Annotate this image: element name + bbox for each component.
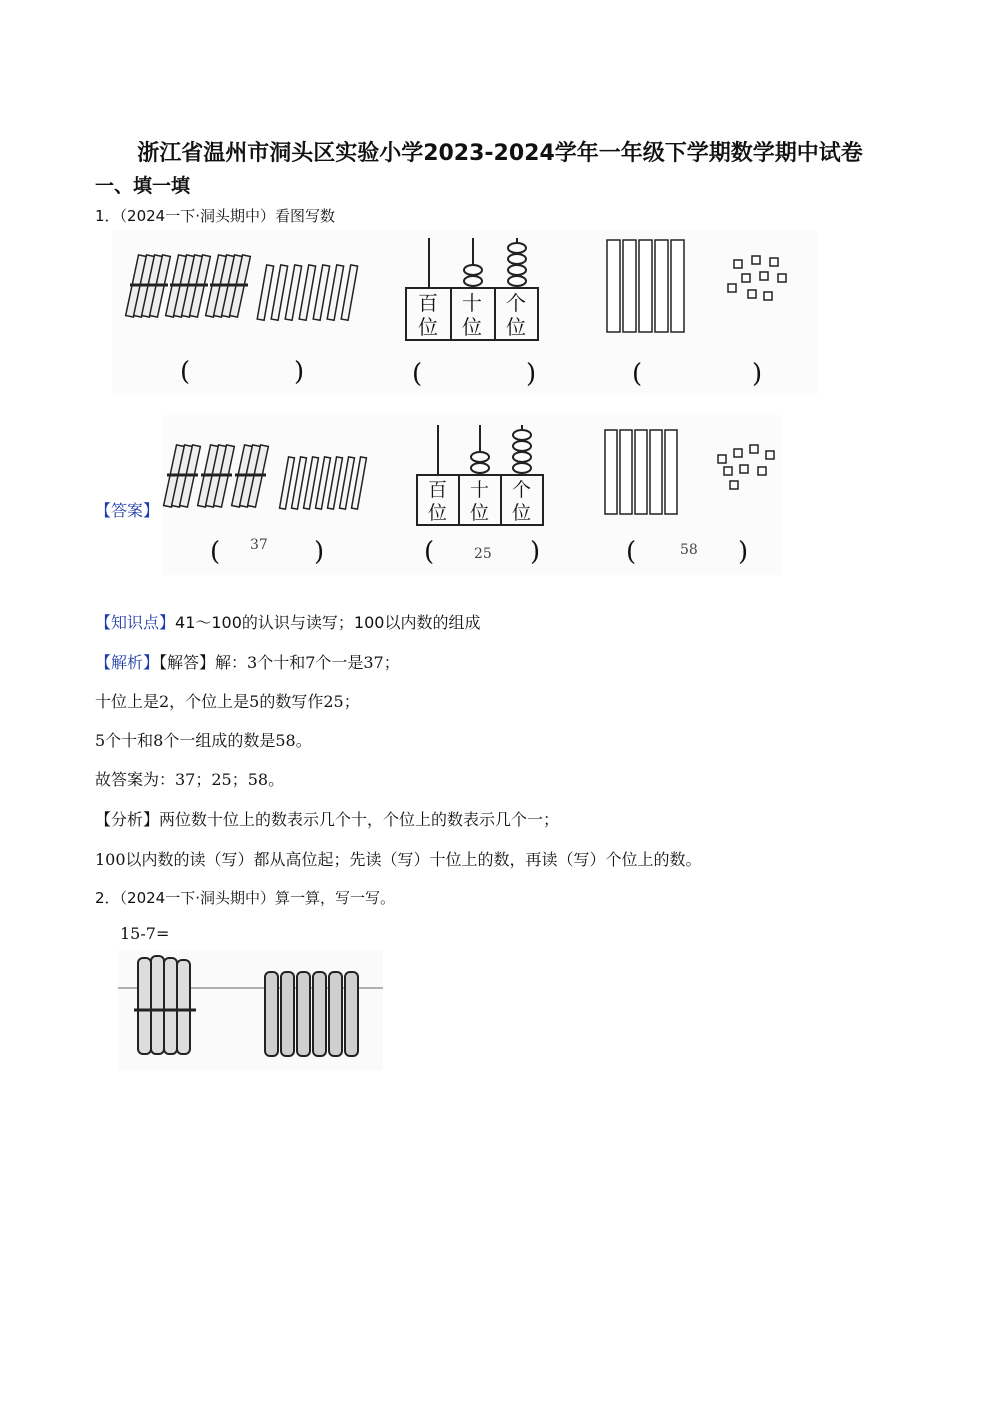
answer-tag: 【答案】 bbox=[95, 501, 160, 520]
analysis-line-5: 【分析】两位数十位上的数表示几个十，个位上的数表示几个一； bbox=[95, 810, 560, 829]
abacus-label-hundreds-1: 百 bbox=[428, 479, 448, 501]
question-1-stem: 1．（2024一下·洞头期中）看图写数 bbox=[95, 207, 335, 225]
equation: 15-7= bbox=[120, 924, 170, 943]
question-1-figure bbox=[112, 230, 817, 395]
tens-beads bbox=[464, 265, 482, 286]
stick-bundle bbox=[126, 255, 171, 317]
paren-open: ( bbox=[626, 537, 637, 567]
page-title: 浙江省温州市洞头区实验小学2023-2024学年一年级下学期数学期中试卷 bbox=[137, 141, 863, 166]
stick-bundle bbox=[198, 445, 235, 507]
loose-sticks bbox=[280, 457, 367, 509]
question-2-figure bbox=[118, 950, 383, 1070]
paren-close: ) bbox=[294, 357, 305, 387]
analysis-line-2: 十位上是2，个位上是5的数写作25； bbox=[95, 692, 360, 711]
paren-open: ( bbox=[424, 537, 435, 567]
answer-value-3: 58 bbox=[680, 542, 698, 558]
abacus-label-hundreds-2: 位 bbox=[418, 315, 438, 339]
question-2-stem: 2．（2024一下·洞头期中）算一算，写一写。 bbox=[95, 889, 395, 907]
paren-close: ) bbox=[738, 537, 749, 567]
answer-value-2: 25 bbox=[474, 546, 492, 562]
paren-close: ) bbox=[752, 359, 763, 389]
abacus-label-tens-1: 十 bbox=[462, 291, 482, 315]
ones-beads bbox=[513, 430, 531, 473]
abacus-label-hundreds-2: 位 bbox=[428, 502, 448, 524]
paren-open: ( bbox=[412, 359, 423, 389]
unit-cubes bbox=[718, 445, 774, 489]
answer-figure bbox=[162, 415, 782, 575]
abacus-label-ones-2: 位 bbox=[512, 502, 532, 524]
abacus-label-ones-1: 个 bbox=[506, 291, 526, 315]
stick-bundle bbox=[164, 445, 201, 507]
abacus-label-ones-2: 位 bbox=[506, 315, 526, 339]
unit-cubes bbox=[728, 256, 786, 300]
analysis-line-4: 故答案为：37；25；58。 bbox=[95, 770, 285, 789]
abacus-label-tens-2: 位 bbox=[470, 502, 490, 524]
section-heading: 一、填一填 bbox=[95, 175, 191, 197]
stick-bundle bbox=[206, 255, 251, 317]
paren-open: ( bbox=[210, 537, 221, 567]
paren-close: ) bbox=[314, 537, 325, 567]
analysis-line-3: 5个十和8个一组成的数是58。 bbox=[95, 731, 312, 750]
paren-open: ( bbox=[632, 359, 643, 389]
paren-close: ) bbox=[526, 359, 537, 389]
tens-beads bbox=[471, 452, 489, 473]
abacus-label-hundreds-1: 百 bbox=[418, 291, 438, 315]
analysis-line-1: 【解析】【解答】解：3个十和7个一是37； bbox=[95, 653, 400, 672]
abacus-label-tens-1: 十 bbox=[470, 479, 490, 501]
tens-rods bbox=[605, 430, 677, 514]
abacus-label-tens-2: 位 bbox=[462, 315, 482, 339]
stick-bundle bbox=[232, 445, 269, 507]
loose-sticks bbox=[257, 265, 357, 320]
ones-beads bbox=[508, 243, 526, 286]
paren-open: ( bbox=[180, 357, 191, 387]
analysis-line-6: 100以内数的读（写）都从高位起；先读（写）十位上的数，再读（写）个位上的数。 bbox=[95, 850, 702, 869]
abacus-label-ones-1: 个 bbox=[512, 479, 532, 501]
knowledge-point: 【知识点】41～100的认识与读写；100以内数的组成 bbox=[95, 613, 481, 632]
stick-bundles-group bbox=[126, 255, 358, 320]
answer-value-1: 37 bbox=[250, 537, 268, 553]
tens-rods bbox=[607, 240, 684, 332]
stick-bundle bbox=[134, 956, 196, 1054]
paren-close: ) bbox=[530, 537, 541, 567]
stick-bundle bbox=[166, 255, 211, 317]
